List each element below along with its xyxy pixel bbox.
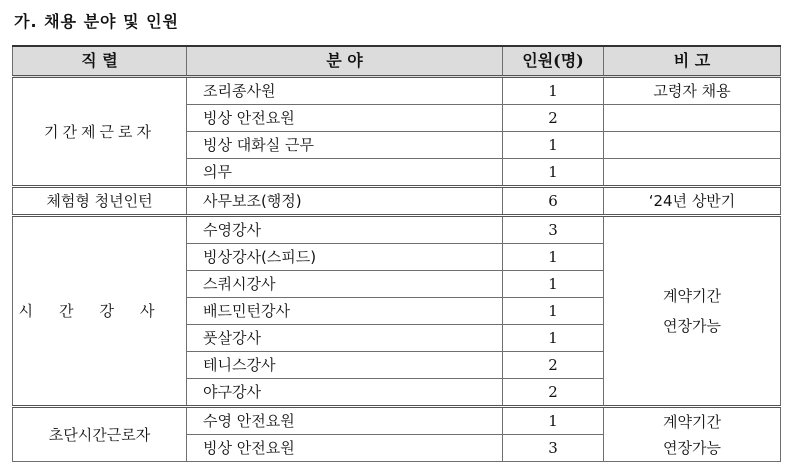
note-line: 연장가능 [663,317,721,335]
field-cell: 조리종사원 [187,77,503,105]
field-cell: 배드민턴강사 [187,298,503,325]
count-cell: 2 [503,379,604,407]
count-cell: 1 [503,407,604,435]
count-cell: 1 [503,271,604,298]
count-cell: 2 [503,105,604,132]
field-cell: 빙상 안전요원 [187,435,503,462]
category-cell: 기간제근로자 [13,77,187,187]
table-row [13,407,781,435]
field-cell: 수영강사 [187,216,503,244]
note-cell: 고령자 채용 [604,77,781,105]
note-cell [604,105,781,132]
count-cell: 1 [503,244,604,271]
field-cell: 테니스강사 [187,352,503,379]
note-line: 계약기간 [663,412,721,431]
count-cell: 3 [503,216,604,244]
note-line: 계약기간 [663,287,721,305]
field-cell: 빙상 안전요원 [187,105,503,132]
table-row [13,77,781,105]
note-line: 연장가능 [663,438,721,457]
header-note: 비 고 [604,46,781,77]
field-cell: 풋살강사 [187,325,503,352]
field-cell: 수영 안전요원 [187,407,503,435]
note-cell [604,216,781,407]
header-field: 분 야 [187,46,503,77]
count-cell: 1 [503,77,604,105]
header-position: 직 렬 [13,46,187,77]
field-cell: 빙상강사(스피드) [187,244,503,271]
count-cell: 3 [503,435,604,462]
count-cell: 2 [503,352,604,379]
field-cell: 빙상 대화실 근무 [187,132,503,159]
note-cell: ‘24년 상반기 [604,187,781,216]
note-cell [604,132,781,159]
section-heading: 가. 채용 분야 및 인원 [14,12,180,31]
recruitment-table [12,45,781,462]
category-cell: 초단시간근로자 [13,407,187,462]
note-cell [604,407,781,462]
table-row [13,187,781,216]
count-cell: 1 [503,159,604,187]
header-count: 인원(명) [503,46,604,77]
field-cell: 야구강사 [187,379,503,407]
count-cell: 6 [503,187,604,216]
count-cell: 1 [503,132,604,159]
category-cell: 체험형 청년인턴 [13,187,187,216]
count-cell: 1 [503,298,604,325]
field-cell: 의무 [187,159,503,187]
field-cell: 스쿼시강사 [187,271,503,298]
count-cell: 1 [503,325,604,352]
table-row [13,216,781,244]
table-header-row [13,46,781,77]
field-cell: 사무보조(행정) [187,187,503,216]
category-cell: 시간강사 [13,216,187,407]
note-cell [604,159,781,187]
